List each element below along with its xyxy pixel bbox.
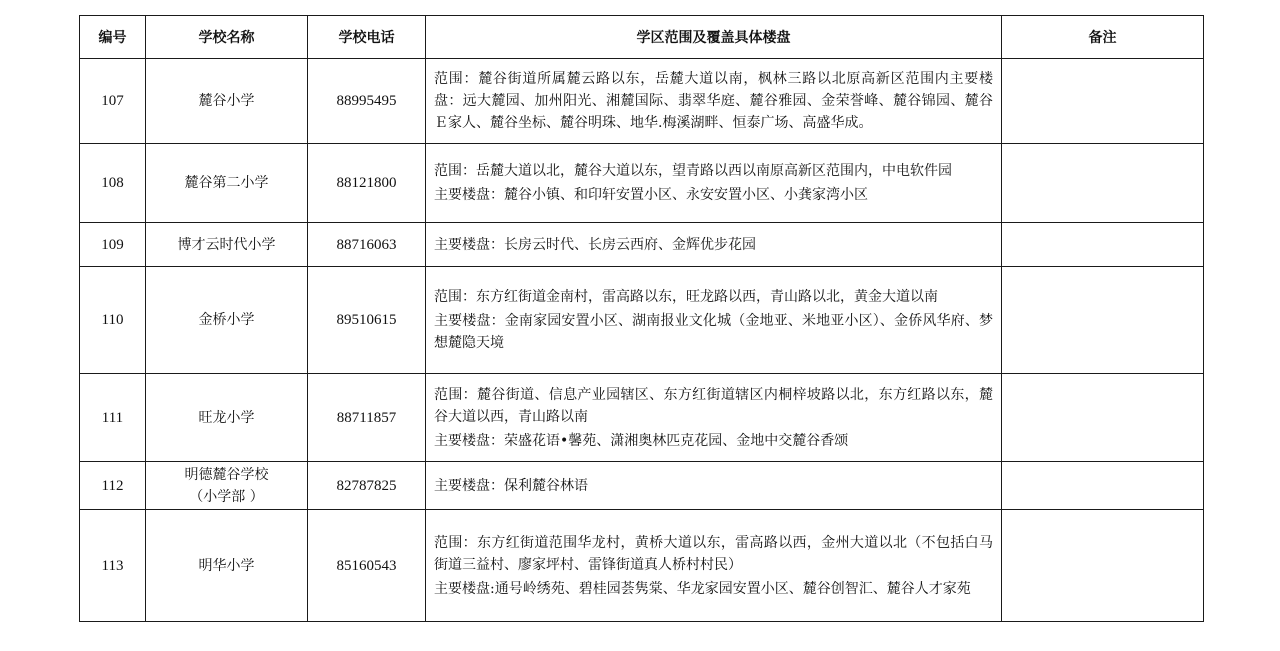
- header-notes: 备注: [1002, 16, 1204, 59]
- row-id: 112: [80, 462, 146, 510]
- school-name-line2: （小学部 ）: [189, 488, 264, 505]
- school-district-table: [79, 15, 1204, 622]
- row-school-phone: 88121800: [308, 144, 426, 223]
- table-row: [80, 267, 1204, 374]
- document-page: [79, 15, 1203, 622]
- row-district-scope: [426, 144, 1002, 223]
- header-school-name: 学校名称: [146, 16, 308, 59]
- header-school-phone: 学校电话: [308, 16, 426, 59]
- row-school-name: 旺龙小学: [146, 374, 308, 462]
- table-row: [80, 510, 1204, 622]
- scope-text: 范围：东方红街道范围华龙村，黄桥大道以东，雷高路以西，金州大道以北（不包括白马街道三益村、廖家坪村、雷锋街道真人桥村村民）: [434, 534, 993, 573]
- row-id: 108: [80, 144, 146, 223]
- row-id: 109: [80, 223, 146, 267]
- table-row: [80, 223, 1204, 267]
- row-id: 107: [80, 59, 146, 144]
- row-school-name: 麓谷第二小学: [146, 144, 308, 223]
- scope-text: 范围：东方红街道金南村，雷高路以东，旺龙路以西，青山路以北，黄金大道以南: [434, 289, 938, 305]
- header-id: 编号: [80, 16, 146, 59]
- estates-text: 主要楼盘：保利麓谷林语: [434, 477, 588, 494]
- row-district-scope: [426, 59, 1002, 144]
- scope-text: 范围：岳麓大道以北，麓谷大道以东，望青路以西以南原高新区范围内，中电软件园: [434, 163, 952, 179]
- header-district-scope: 学区范围及覆盖具体楼盘: [426, 16, 1002, 59]
- row-district-scope: [426, 267, 1002, 374]
- row-school-phone: 88711857: [308, 374, 426, 462]
- row-notes: [1002, 59, 1204, 144]
- estates-text: 主要楼盘:通号岭绣苑、碧桂园荟隽棠、华龙家园安置小区、麓谷创智汇、麓谷人才家苑: [434, 580, 971, 597]
- school-name-line1: 明德麓谷学校: [184, 466, 269, 483]
- table-row: [80, 462, 1204, 510]
- row-notes: [1002, 144, 1204, 223]
- row-school-name: 明华小学: [146, 510, 308, 622]
- row-district-scope: [426, 510, 1002, 622]
- row-notes: [1002, 374, 1204, 462]
- table-header-row: [80, 16, 1204, 59]
- estates-text: 主要楼盘：荣盛花语•馨苑、潇湘奥林匹克花园、金地中交麓谷香颂: [434, 432, 849, 449]
- row-school-name: 麓谷小学: [146, 59, 308, 144]
- row-district-scope: [426, 462, 1002, 510]
- row-school-name: 博才云时代小学: [146, 223, 308, 267]
- table-row: [80, 144, 1204, 223]
- table-row: [80, 59, 1204, 144]
- row-district-scope: [426, 223, 1002, 267]
- row-notes: [1002, 267, 1204, 374]
- row-school-phone: 89510615: [308, 267, 426, 374]
- row-id: 110: [80, 267, 146, 374]
- estates-text: 主要楼盘：长房云时代、长房云西府、金辉优步花园: [434, 236, 756, 253]
- scope-text: 范围：麓谷街道、信息产业园辖区、东方红街道辖区内桐梓坡路以北，东方红路以东，麓谷大道以西，青山路以南: [434, 386, 993, 425]
- row-notes: [1002, 223, 1204, 267]
- row-district-scope: [426, 374, 1002, 462]
- row-notes: [1002, 510, 1204, 622]
- table-row: [80, 374, 1204, 462]
- estates-text: 主要楼盘：金南家园安置小区、湖南报业文化城（金地亚、米地亚小区）、金侨风华府、梦想麓隐天境: [434, 313, 993, 351]
- row-school-phone: 82787825: [308, 462, 426, 510]
- row-id: 113: [80, 510, 146, 622]
- row-school-name: [146, 462, 308, 510]
- row-school-phone: 88716063: [308, 223, 426, 267]
- row-school-name: 金桥小学: [146, 267, 308, 374]
- row-id: 111: [80, 374, 146, 462]
- scope-text: 范围：麓谷街道所属麓云路以东，岳麓大道以南，枫林三路以北原高新区范围内主要楼盘：远大麓园、加州阳光、湘麓国际、翡翠华庭、麓谷雅园、金荣誉峰、麓谷锦园、麓谷Ｅ家人、麓谷坐标、麓谷明珠、地华.梅溪湖畔、恒泰广场、高盛华成。: [434, 71, 993, 131]
- row-notes: [1002, 462, 1204, 510]
- row-school-phone: 85160543: [308, 510, 426, 622]
- estates-text: 主要楼盘：麓谷小镇、和印轩安置小区、永安安置小区、小龚家湾小区: [434, 187, 868, 203]
- row-school-phone: 88995495: [308, 59, 426, 144]
